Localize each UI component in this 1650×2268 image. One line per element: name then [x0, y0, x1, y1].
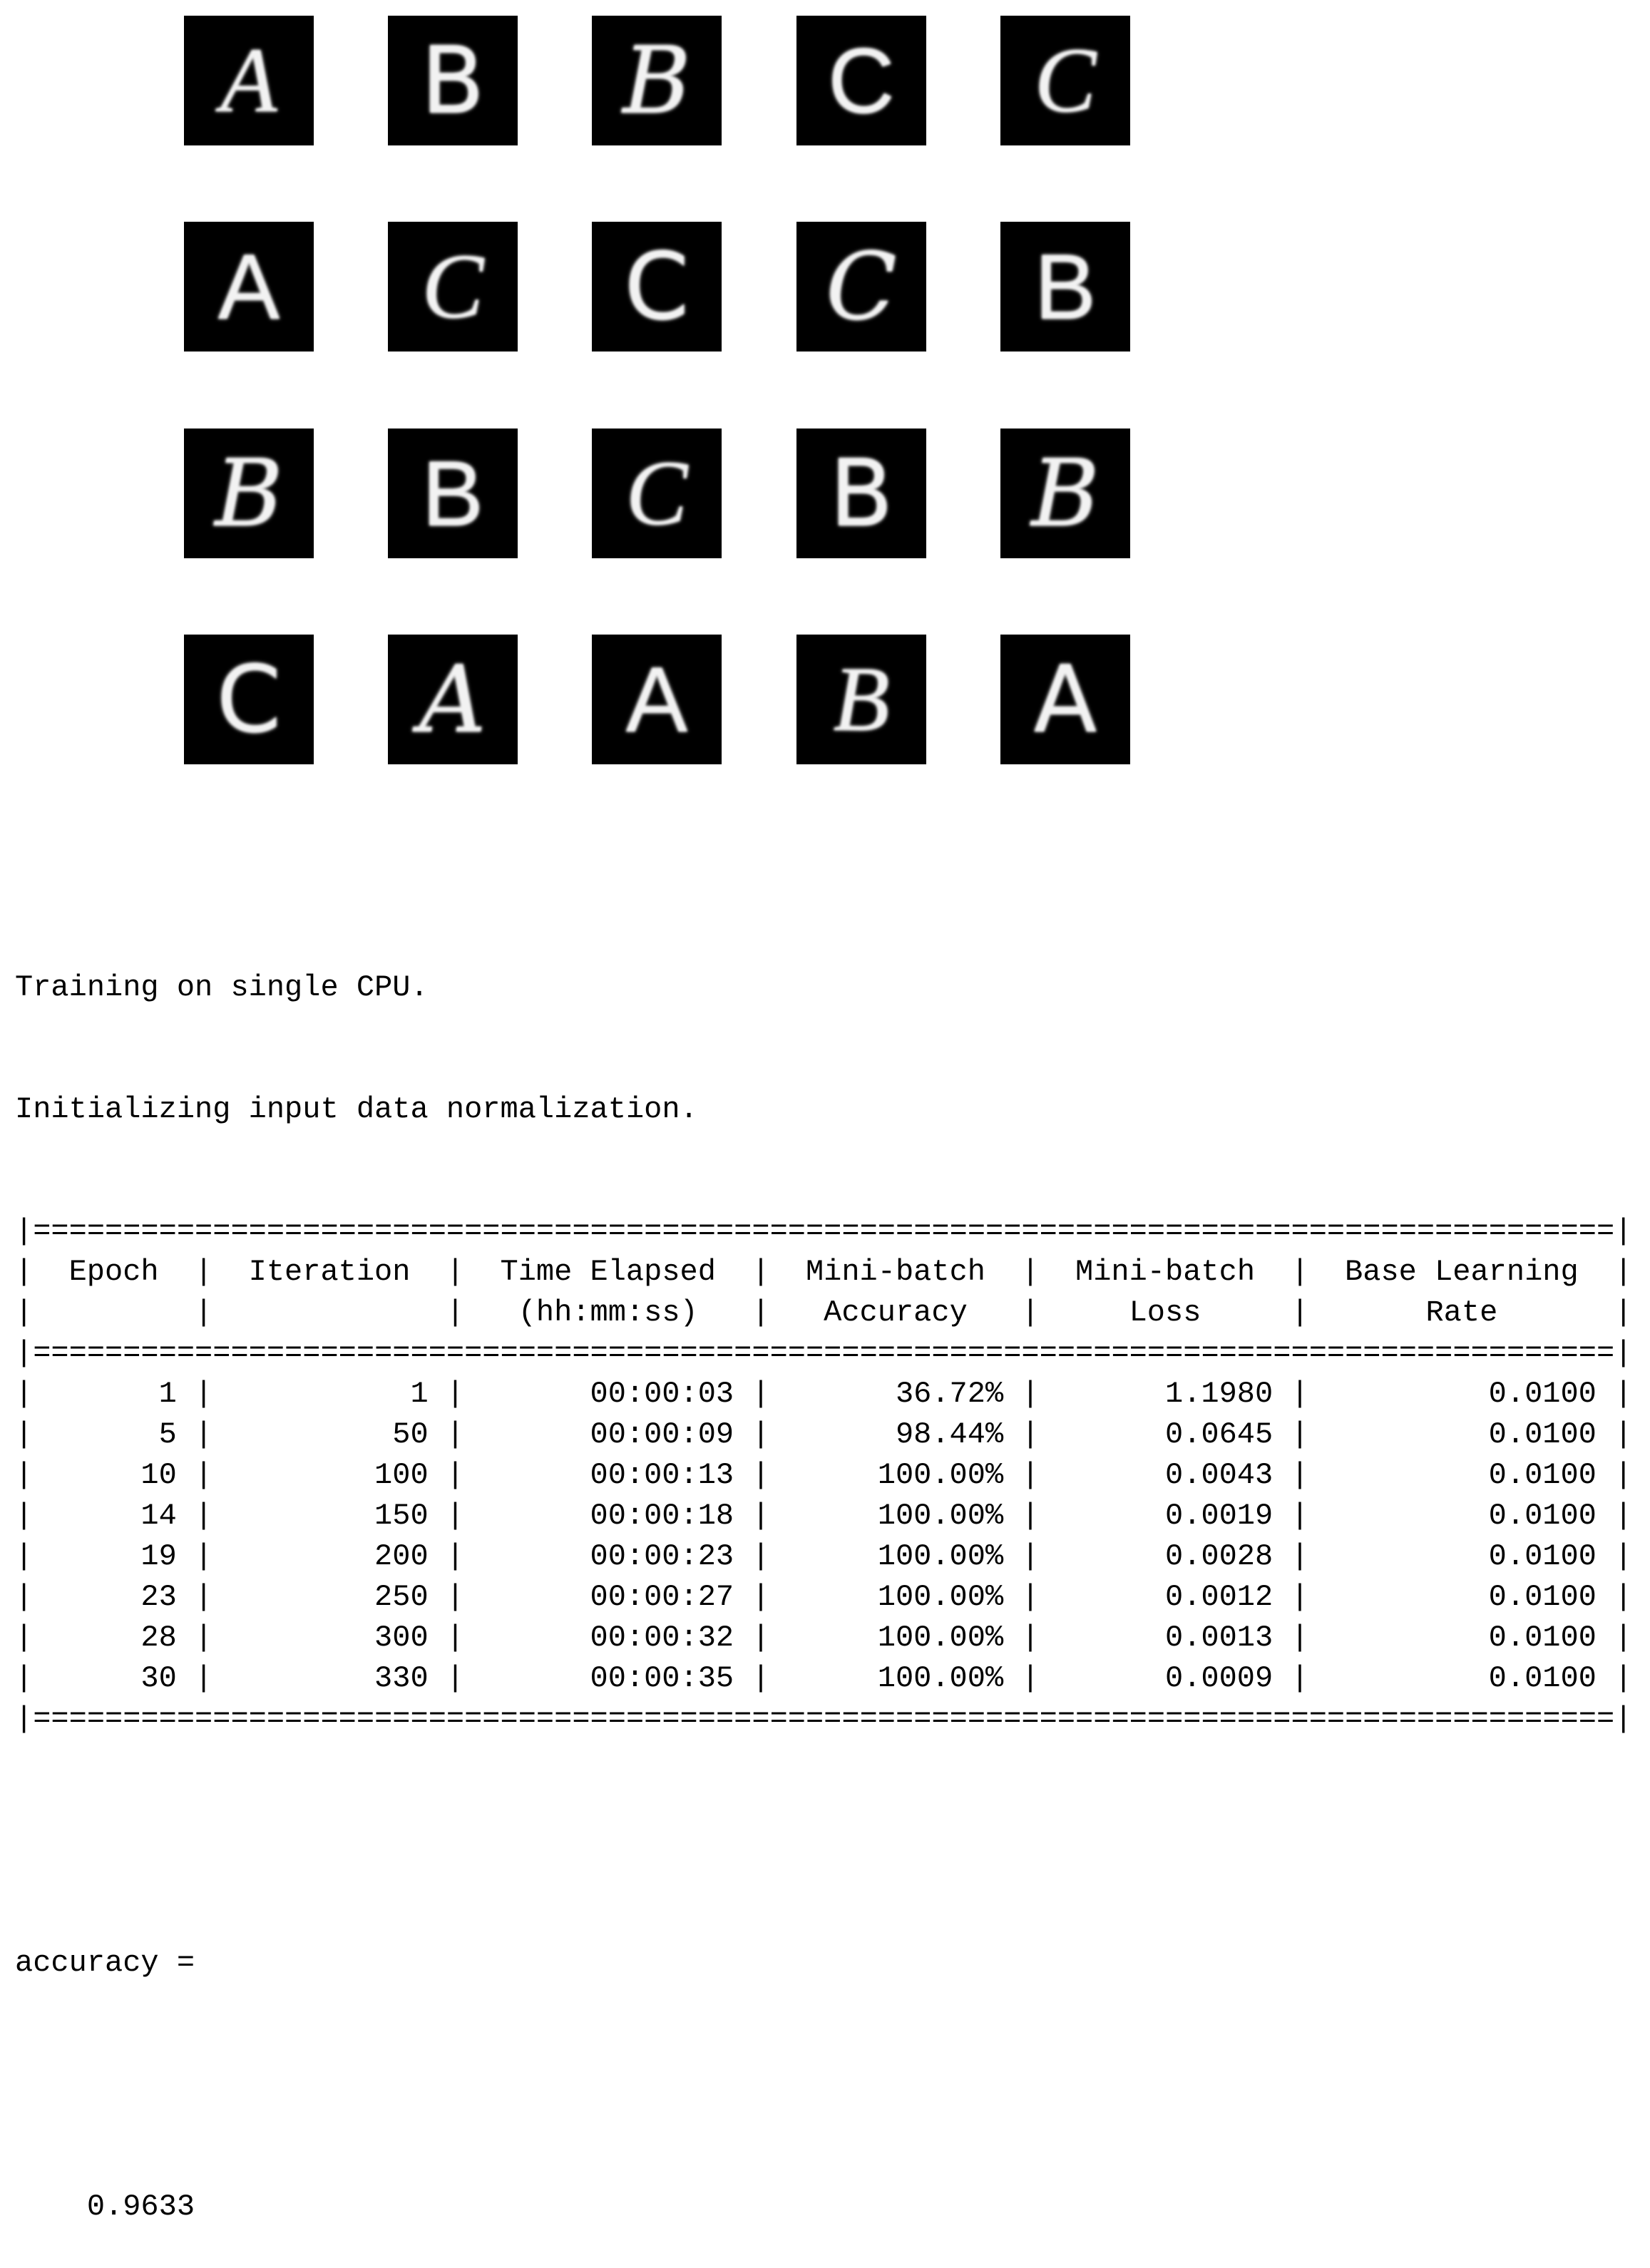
table-cell: 100	[374, 1458, 429, 1492]
normalization-status-line: Initializing input data normalization.	[15, 1092, 698, 1127]
column-separator: |	[15, 1661, 34, 1695]
column-separator: |	[195, 1255, 213, 1289]
blank-line	[15, 2065, 1632, 2105]
column-separator: |	[195, 1661, 213, 1695]
column-separator: |	[752, 1621, 770, 1655]
column-separator: |	[1021, 1255, 1040, 1289]
column-separator: |	[1614, 1621, 1633, 1655]
letter-glyph: B	[1034, 235, 1097, 339]
command-window-output	[15, 886, 1632, 2268]
column-separator: |	[446, 1417, 465, 1452]
training-progress-table	[15, 1211, 1632, 1740]
table-cell: Base Learning	[1345, 1255, 1579, 1289]
letter-image-tile	[796, 429, 926, 558]
column-separator: |	[15, 1377, 34, 1411]
table-cell: 100.00%	[877, 1621, 1004, 1655]
letter-image-tile	[592, 635, 722, 764]
letter-image-tile	[1000, 429, 1130, 558]
table-cell: Time Elapsed	[500, 1255, 716, 1289]
column-separator: |	[1291, 1295, 1309, 1330]
table-cell: 300	[374, 1621, 429, 1655]
table-cell: 1.1980	[1164, 1377, 1274, 1411]
table-cell: Epoch	[68, 1255, 159, 1289]
table-row	[15, 1577, 1632, 1618]
table-row	[15, 1536, 1632, 1577]
table-cell: 250	[374, 1580, 429, 1614]
column-separator: |	[446, 1377, 465, 1411]
table-cell: 0.0028	[1164, 1539, 1274, 1574]
column-separator: |	[15, 1580, 34, 1614]
table-header-row	[15, 1293, 1632, 1333]
table-row	[15, 1415, 1632, 1455]
column-separator: |	[752, 1295, 770, 1330]
table-cell: 14	[140, 1499, 177, 1533]
table-cell: 0.0100	[1488, 1377, 1597, 1411]
letter-image-tile	[184, 429, 314, 558]
table-cell: (hh:mm:ss)	[518, 1295, 698, 1330]
letter-glyph: C	[421, 235, 484, 338]
table-cell: Iteration	[248, 1255, 411, 1289]
column-separator: |	[1614, 1417, 1633, 1452]
table-cell: 330	[374, 1661, 429, 1695]
table-cell: 1	[410, 1377, 429, 1411]
table-cell: 100.00%	[877, 1458, 1004, 1492]
table-cell: 0.0013	[1164, 1621, 1274, 1655]
table-cell: 100.00%	[877, 1539, 1004, 1574]
table-cell: 00:00:09	[590, 1417, 734, 1452]
column-separator: |	[446, 1295, 465, 1330]
table-cell: 0.0100	[1488, 1417, 1597, 1452]
column-separator: |	[1291, 1539, 1309, 1574]
column-separator: |	[752, 1377, 770, 1411]
table-row	[15, 1618, 1632, 1658]
column-separator: |	[195, 1295, 213, 1330]
column-separator: |	[15, 1295, 34, 1330]
table-cell: 00:00:13	[590, 1458, 734, 1492]
table-cell: 0.0100	[1488, 1621, 1597, 1655]
column-separator: |	[195, 1580, 213, 1614]
column-separator: |	[1614, 1539, 1633, 1574]
table-cell: 50	[392, 1417, 429, 1452]
column-separator: |	[752, 1499, 770, 1533]
letter-glyph: C	[1034, 29, 1097, 132]
table-cell: 100.00%	[877, 1580, 1004, 1614]
letter-image-tile	[388, 429, 518, 558]
column-separator: |	[752, 1255, 770, 1289]
table-cell: 00:00:32	[590, 1621, 734, 1655]
letter-glyph: B	[622, 26, 691, 135]
training-status-line: Training on single CPU.	[15, 970, 429, 1005]
table-cell: 5	[158, 1417, 177, 1452]
column-separator: |	[15, 1539, 34, 1574]
letter-image-tile	[1000, 222, 1130, 352]
column-separator: |	[752, 1417, 770, 1452]
letter-image-tile	[592, 222, 722, 352]
table-border: |========================================================================================|	[15, 1336, 1633, 1370]
table-cell: 00:00:23	[590, 1539, 734, 1574]
column-separator: |	[195, 1499, 213, 1533]
table-cell: 0.0100	[1488, 1458, 1597, 1492]
letter-image-tile	[1000, 635, 1130, 764]
column-separator: |	[1021, 1621, 1040, 1655]
column-separator: |	[446, 1458, 465, 1492]
table-cell: 0.0009	[1164, 1661, 1274, 1695]
column-separator: |	[15, 1621, 34, 1655]
table-cell: 28	[140, 1621, 177, 1655]
table-border: |========================================================================================|	[15, 1702, 1633, 1736]
column-separator: |	[1291, 1499, 1309, 1533]
table-border: |========================================================================================|	[15, 1214, 1633, 1248]
column-separator: |	[446, 1621, 465, 1655]
letter-image-tile	[1000, 16, 1130, 145]
column-separator: |	[1291, 1458, 1309, 1492]
letter-glyph: B	[421, 26, 485, 135]
column-separator: |	[1614, 1661, 1633, 1695]
column-separator: |	[1021, 1539, 1040, 1574]
table-row	[15, 1658, 1632, 1699]
letter-glyph: B	[215, 439, 283, 548]
letter-glyph: C	[826, 232, 897, 341]
column-separator: |	[1021, 1661, 1040, 1695]
column-separator: |	[446, 1580, 465, 1614]
column-separator: |	[1021, 1295, 1040, 1330]
column-separator: |	[446, 1255, 465, 1289]
table-cell: Rate	[1425, 1295, 1498, 1330]
accuracy-value: 0.9633	[15, 2190, 195, 2224]
letter-image-tile	[388, 635, 518, 764]
letter-image-tile	[796, 16, 926, 145]
table-cell: Mini-batch	[1075, 1255, 1256, 1289]
blank-line	[15, 1821, 1632, 1862]
column-separator: |	[446, 1539, 465, 1574]
column-separator: |	[1021, 1458, 1040, 1492]
table-cell: Loss	[1129, 1295, 1201, 1330]
table-cell: 100.00%	[877, 1661, 1004, 1695]
table-cell: 0.0645	[1164, 1417, 1274, 1452]
table-cell: 98.44%	[895, 1417, 1004, 1452]
table-cell: Mini-batch	[805, 1255, 985, 1289]
column-separator: |	[446, 1499, 465, 1533]
column-separator: |	[1021, 1417, 1040, 1452]
column-separator: |	[1614, 1580, 1633, 1614]
letter-image-tile	[796, 222, 926, 352]
column-separator: |	[1614, 1499, 1633, 1533]
letter-image-tile	[388, 222, 518, 352]
column-separator: |	[1021, 1377, 1040, 1411]
table-cell: 1	[158, 1377, 177, 1411]
letter-image-tile	[184, 222, 314, 352]
table-cell	[33, 1293, 195, 1333]
column-separator: |	[1614, 1295, 1633, 1330]
letter-glyph: A	[1033, 645, 1097, 754]
table-cell: 200	[374, 1539, 429, 1574]
column-separator: |	[752, 1661, 770, 1695]
table-row	[15, 1374, 1632, 1415]
letter-image-tile	[184, 635, 314, 764]
letter-glyph: A	[220, 29, 277, 132]
table-cell: 00:00:35	[590, 1661, 734, 1695]
column-separator: |	[752, 1580, 770, 1614]
column-separator: |	[1614, 1377, 1633, 1411]
table-cell: 00:00:27	[590, 1580, 734, 1614]
table-cell: 00:00:18	[590, 1499, 734, 1533]
table-cell	[212, 1293, 446, 1333]
table-cell: 0.0100	[1488, 1499, 1597, 1533]
letter-glyph: C	[625, 442, 688, 545]
table-cell: 100.00%	[877, 1499, 1004, 1533]
column-separator: |	[15, 1255, 34, 1289]
table-cell: 0.0019	[1164, 1499, 1274, 1533]
column-separator: |	[195, 1417, 213, 1452]
column-separator: |	[15, 1417, 34, 1452]
table-cell: 0.0012	[1164, 1580, 1274, 1614]
column-separator: |	[1614, 1458, 1633, 1492]
table-cell: 10	[140, 1458, 177, 1492]
table-cell: 0.0100	[1488, 1580, 1597, 1614]
column-separator: |	[1291, 1580, 1309, 1614]
letter-glyph: B	[421, 441, 484, 545]
table-cell: Accuracy	[824, 1295, 968, 1330]
column-separator: |	[1291, 1661, 1309, 1695]
table-cell: 23	[140, 1580, 177, 1614]
table-cell: 150	[374, 1499, 429, 1533]
column-separator: |	[195, 1377, 213, 1411]
column-separator: |	[1291, 1377, 1309, 1411]
column-separator: |	[1291, 1621, 1309, 1655]
table-cell: 36.72%	[895, 1377, 1004, 1411]
letter-image-tile	[592, 16, 722, 145]
column-separator: |	[1291, 1255, 1309, 1289]
column-separator: |	[752, 1458, 770, 1492]
column-separator: |	[1291, 1417, 1309, 1452]
table-cell: 19	[140, 1539, 177, 1574]
table-cell: 0.0100	[1488, 1539, 1597, 1574]
letter-image-tile	[592, 429, 722, 558]
letter-image-tile	[184, 16, 314, 145]
table-row	[15, 1455, 1632, 1496]
column-separator: |	[15, 1499, 34, 1533]
letter-glyph: A	[217, 235, 280, 339]
column-separator: |	[195, 1458, 213, 1492]
letter-image-tile	[388, 16, 518, 145]
table-cell: 00:00:03	[590, 1377, 734, 1411]
table-cell: 30	[140, 1661, 177, 1695]
column-separator: |	[1614, 1255, 1633, 1289]
column-separator: |	[195, 1621, 213, 1655]
column-separator: |	[1021, 1580, 1040, 1614]
column-separator: |	[1021, 1499, 1040, 1533]
accuracy-label: accuracy =	[15, 1946, 195, 1980]
letter-glyph: A	[419, 645, 486, 754]
column-separator: |	[195, 1539, 213, 1574]
table-header-row	[15, 1252, 1632, 1293]
letter-glyph: C	[216, 645, 282, 754]
letter-glyph: B	[833, 648, 890, 751]
table-cell: 0.0100	[1488, 1661, 1597, 1695]
column-separator: |	[446, 1661, 465, 1695]
letter-image-tile	[796, 635, 926, 764]
table-cell: 0.0043	[1164, 1458, 1274, 1492]
column-separator: |	[15, 1458, 34, 1492]
letter-glyph: B	[1031, 439, 1100, 548]
column-separator: |	[752, 1539, 770, 1574]
letter-glyph: C	[624, 232, 690, 341]
table-row	[15, 1496, 1632, 1536]
letter-glyph: B	[829, 439, 893, 548]
letter-glyph: C	[828, 29, 895, 133]
letter-glyph: A	[625, 647, 688, 751]
